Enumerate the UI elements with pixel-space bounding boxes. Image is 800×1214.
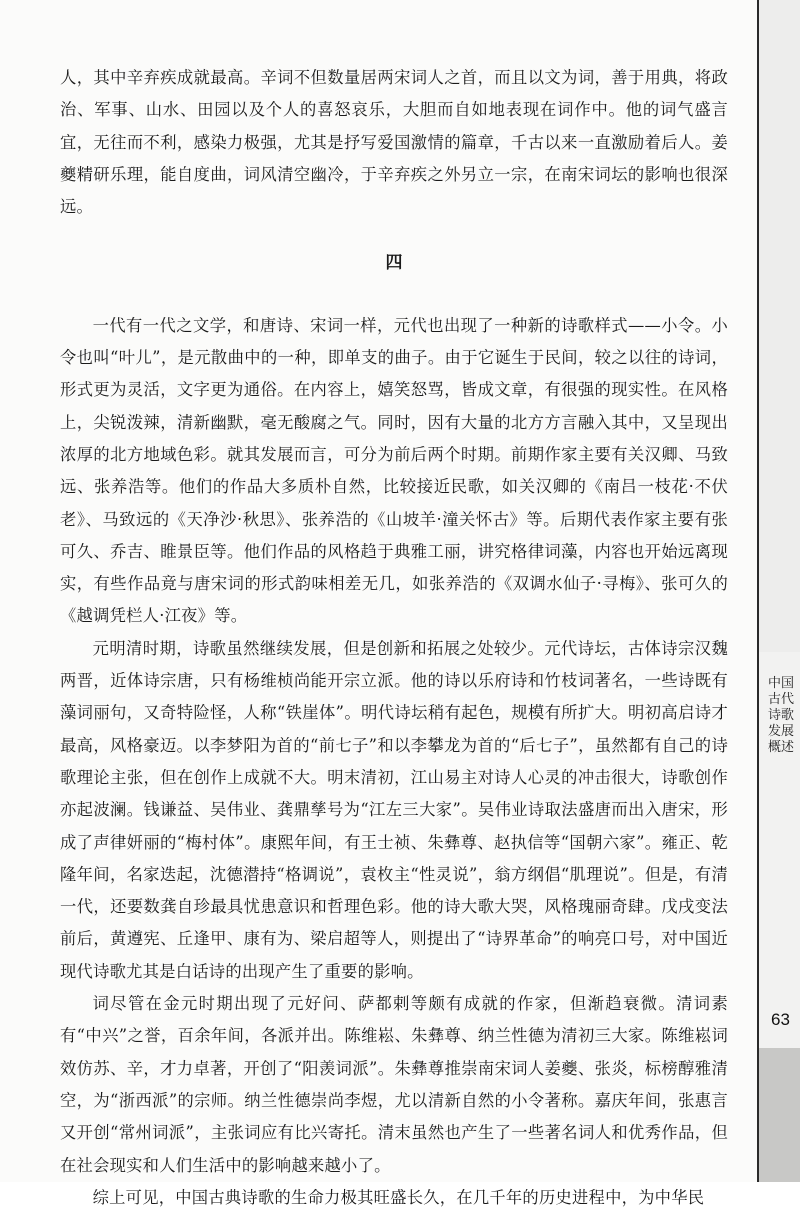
paragraph-continued: 人，其中辛弃疾成就最高。辛词不但数量居两宋词人之首，而且以文为词，善于用典，将政治、军事、山水、田园以及个人的喜怒哀乐，大胆而自如地表现在词作中。他的词气盛言宜，无往而不利，感染力极强，尤其是抒写爱国激情的篇章，千古以来一直激励着后人。姜夔精研乐理，能自度曲，词风清空幽冷，于辛弃疾之外另立一宗，在南宋词坛的影响也很深远。: [60, 68, 728, 217]
running-book-title: 中国古代诗歌发展概述: [767, 676, 794, 755]
margin-strip-bottom-band: [759, 1048, 800, 1182]
body-text: [60, 62, 728, 1214]
paragraph-summary: 综上可见，中国古典诗歌的生命力极其旺盛长久，在几千年的历史进程中，为中华民: [92, 1187, 705, 1207]
page-number: 63: [771, 1010, 790, 1029]
paragraph-yuan-ming-qing-poetry: 元明清时期，诗歌虽然继续发展，但是创新和拓展之处较少。元代诗坛，古体诗宗汉魏两晋，近体诗宗唐，只有杨维桢尚能开宗立派。他的诗以乐府诗和竹枝词著名，一些诗既有藻词丽句，又奇特险怪，人称“铁崖体”。明代诗坛稍有起色，规模有所扩大。明初高启诗才最高，风格豪迈。以李梦阳为首的“前七子”和以李攀龙为首的“后七子”，虽然都有自己的诗歌理论主张，但在创作上成就不大。明末清初，江山易主对诗人心灵的冲击很大，诗歌创作亦起波澜。钱谦益、吴伟业、龚鼎孳号为“江左三大家”。吴伟业诗取法盛唐而出入唐宋，形成了声律妍丽的“梅村体”。康熙年间，有王士祯、朱彝尊、赵执信等“国朝六家”。雍正、乾隆年间，名家迭起，沈德潜持“格调说”，袁枚主“性灵说”，翁方纲倡“肌理说”。但是，有清一代，还要数龚自珍最具忧患意识和哲理色彩。他的诗大歌大哭，风格瑰丽奇肆。戊戌变法前后，黄遵宪、丘逢甲、康有为、梁启超等人，则提出了“诗界革命”的响亮口号，对中国近现代诗歌尤其是白话诗的出现产生了重要的影响。: [60, 638, 728, 981]
section-heading: 四: [385, 253, 403, 274]
paragraph-xiaoling: 一代有一代之文学，和唐诗、宋词一样，元代也出现了一种新的诗歌样式——小令。小令也叫“叶儿”，是元散曲中的一种，即单支的曲子。由于它诞生于民间，较之以往的诗词，形式更为灵活，文字更为通俗。在内容上，嬉笑怒骂，皆成文章，有很强的现实性。在风格上，尖锐泼辣，清新幽默，毫无酸腐之气。同时，因有大量的北方方言融入其中，又呈现出浓厚的北方地域色彩。就其发展而言，可分为前后两个时期。前期作家主要有关汉卿、马致远、张养浩等。他们的作品大多质朴自然，比较接近民歌，如关汉卿的《南吕一枝花·不伏老》、马致远的《天净沙·秋思》、张养浩的《山坡羊·潼关怀古》等。后期代表作家主要有张可久、乔吉、睢景臣等。他们作品的风格趋于典雅工丽，讲究格律词藻，内容也开始远离现实，有些作品竟与唐宋词的形式韵味相差无几，如张养浩的《双调水仙子·寻梅》、张可久的《越调凭栏人·江夜》等。: [60, 315, 728, 626]
paragraph-ci-decline: 词尽管在金元时期出现了元好问、萨都剌等颇有成就的作家，但渐趋衰微。清词素有“中兴”之誉，百余年间，各派并出。陈维崧、朱彝尊、纳兰性德为清初三大家。陈维崧词效仿苏、辛，才力卓著，开创了“阳羡词派”。朱彝尊推崇南宋词人姜夔、张炎，标榜醇雅清空，为“浙西派”的宗师。纳兰性德崇尚李煜，尤以清新自然的小令著称。嘉庆年间，张惠言又开创“常州词派”，主张词应有比兴寄托。清末虽然也产生了一些著名词人和优秀作品，但在社会现实和人们生活中的影响越来越小了。: [60, 994, 728, 1175]
margin-strip-top-band: [759, 0, 800, 652]
margin-strip: [757, 0, 800, 1182]
